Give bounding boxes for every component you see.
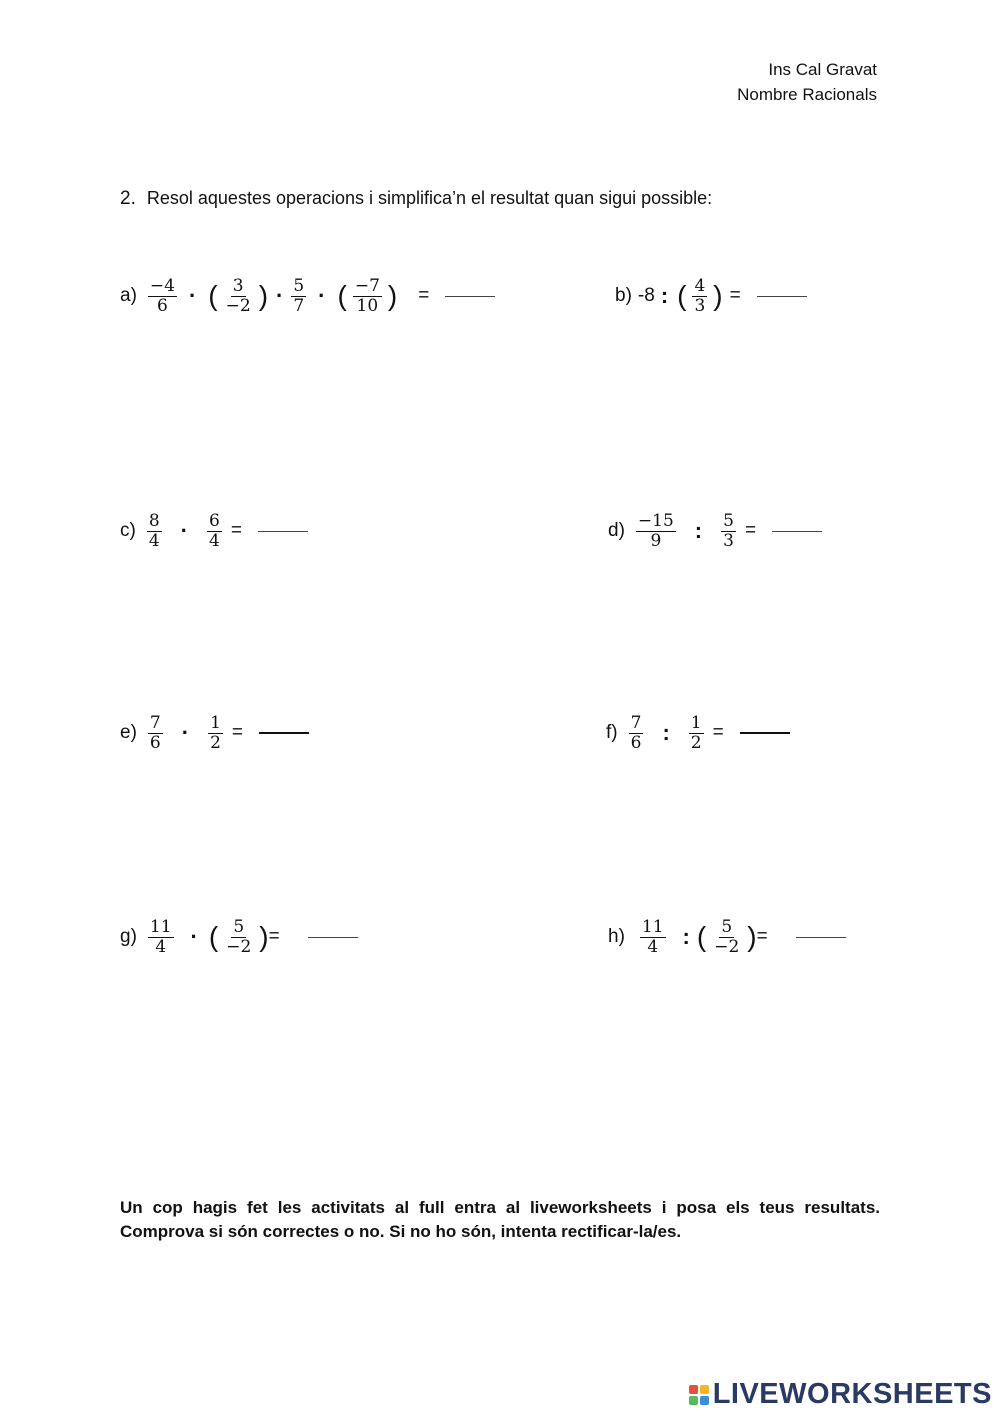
multiply-sign: · <box>180 518 188 543</box>
numerator: 7 <box>149 712 161 733</box>
denominator: −2 <box>226 936 252 957</box>
exercise-label: f) <box>606 722 618 743</box>
whole-number: -8 <box>637 285 655 306</box>
answer-field-g[interactable] <box>308 917 358 938</box>
equals-sign: = <box>418 285 430 306</box>
fraction <box>689 714 704 753</box>
logo-square <box>700 1396 709 1405</box>
equals-sign: = <box>744 520 757 541</box>
multiply-sign: · <box>190 924 198 949</box>
fraction <box>148 714 163 753</box>
exercise-label: h) <box>608 926 625 947</box>
numerator: 11 <box>641 916 664 937</box>
numerator: 8 <box>148 510 160 531</box>
fraction <box>640 918 666 957</box>
exercise-label: d) <box>608 520 625 541</box>
fraction <box>636 512 676 551</box>
multiply-sign: · <box>181 720 190 745</box>
instruction-text: Resol aquestes operacions i simplifica’n el resultat quan sigui possible: <box>146 188 713 208</box>
denominator: 3 <box>723 530 734 551</box>
divide-sign: : <box>660 283 669 308</box>
logo-square <box>700 1385 709 1394</box>
fraction <box>353 277 382 316</box>
multiply-sign: · <box>188 283 197 308</box>
exercise-e <box>120 703 309 763</box>
answer-field-e[interactable] <box>259 712 309 734</box>
fraction <box>721 512 736 551</box>
exercise-h <box>608 907 846 967</box>
answer-field-d[interactable] <box>772 511 822 532</box>
exercise-label: g) <box>120 926 137 947</box>
denominator: 10 <box>356 295 379 316</box>
equals-sign: = <box>756 926 768 947</box>
numerator: 5 <box>723 510 734 531</box>
fraction <box>712 918 741 957</box>
exercise-label: e) <box>120 722 137 743</box>
denominator: 2 <box>210 732 221 753</box>
divide-sign: : <box>662 720 670 745</box>
footer-instructions: Un cop hagis fet les activitats al full entra al liveworksheets i posa els teus resultats. Comprova si són correctes o no. Si no ho són, intenta rectificar-la/es. <box>120 1198 880 1241</box>
exercise-g <box>120 907 358 967</box>
numerator: −7 <box>354 275 380 296</box>
open-paren: ( <box>208 280 218 311</box>
exercise-f <box>606 703 790 763</box>
denominator: 9 <box>650 530 662 551</box>
exercise-b <box>615 266 807 326</box>
equals-sign: = <box>230 520 242 541</box>
close-paren: ) <box>387 280 398 311</box>
close-paren: ) <box>258 280 269 311</box>
multiply-sign: · <box>318 283 326 308</box>
open-paren: ( <box>208 921 219 952</box>
fraction <box>147 512 162 551</box>
denominator: −2 <box>714 936 740 957</box>
numerator: 5 <box>233 916 245 937</box>
numerator: 1 <box>690 712 702 733</box>
denominator: 3 <box>694 295 706 316</box>
numerator: −4 <box>149 275 175 296</box>
numerator: 6 <box>208 510 220 531</box>
numerator: 11 <box>149 916 172 937</box>
numerator: 4 <box>694 275 706 296</box>
denominator: 6 <box>157 295 168 316</box>
open-paren: ( <box>696 921 707 952</box>
instruction-number: 2. <box>120 188 136 209</box>
answer-field-h[interactable] <box>796 917 846 938</box>
divide-sign: : <box>694 518 703 543</box>
numerator: 1 <box>210 712 221 733</box>
equals-sign: = <box>268 926 280 947</box>
logo-text: LIVEWORKSHEETS <box>712 1378 992 1410</box>
denominator: 4 <box>208 530 220 551</box>
denominator: −2 <box>225 295 251 316</box>
close-paren: ) <box>747 921 757 952</box>
fraction <box>629 714 644 753</box>
numerator: 3 <box>232 275 244 296</box>
answer-field-b[interactable] <box>757 276 807 297</box>
divide-sign: : <box>682 924 690 949</box>
fraction <box>224 277 253 316</box>
open-paren: ( <box>337 280 347 311</box>
denominator: 6 <box>630 732 642 753</box>
denominator: 4 <box>148 530 160 551</box>
logo-square <box>689 1385 698 1394</box>
exercise-label: a) <box>120 285 137 306</box>
fraction <box>207 512 222 551</box>
denominator: 4 <box>155 936 167 957</box>
equals-sign: = <box>231 722 243 743</box>
subject-name: Nombre Racionals <box>737 85 877 104</box>
exercise-d <box>608 501 822 561</box>
answer-field-f[interactable] <box>740 712 790 734</box>
logo-square <box>689 1396 698 1405</box>
denominator: 7 <box>293 295 305 316</box>
denominator: 4 <box>647 936 659 957</box>
fraction <box>148 277 177 316</box>
liveworksheets-logo <box>689 1378 992 1411</box>
equals-sign: = <box>712 722 724 743</box>
logo-mark-icon <box>689 1385 709 1405</box>
denominator: 6 <box>149 732 161 753</box>
multiply-sign: · <box>276 283 284 308</box>
numerator: 5 <box>293 275 305 296</box>
equals-sign: = <box>729 285 741 306</box>
fraction <box>208 714 223 753</box>
school-name: Ins Cal Gravat <box>768 60 877 79</box>
exercise-label: b) <box>615 285 632 306</box>
numerator: −15 <box>637 510 674 531</box>
fraction <box>291 277 306 316</box>
fraction <box>148 918 174 957</box>
numerator: 7 <box>630 712 642 733</box>
answer-field-c[interactable] <box>258 511 308 532</box>
open-paren: ( <box>677 280 687 311</box>
instruction <box>120 188 712 210</box>
denominator: 2 <box>690 732 702 753</box>
close-paren: ) <box>713 280 723 311</box>
numerator: 5 <box>721 916 733 937</box>
exercise-a <box>120 266 495 326</box>
fraction <box>692 277 707 316</box>
close-paren: ) <box>259 921 269 952</box>
exercise-label: c) <box>120 520 136 541</box>
answer-field-a[interactable] <box>445 276 495 297</box>
fraction <box>224 918 253 957</box>
exercise-c <box>120 501 308 561</box>
